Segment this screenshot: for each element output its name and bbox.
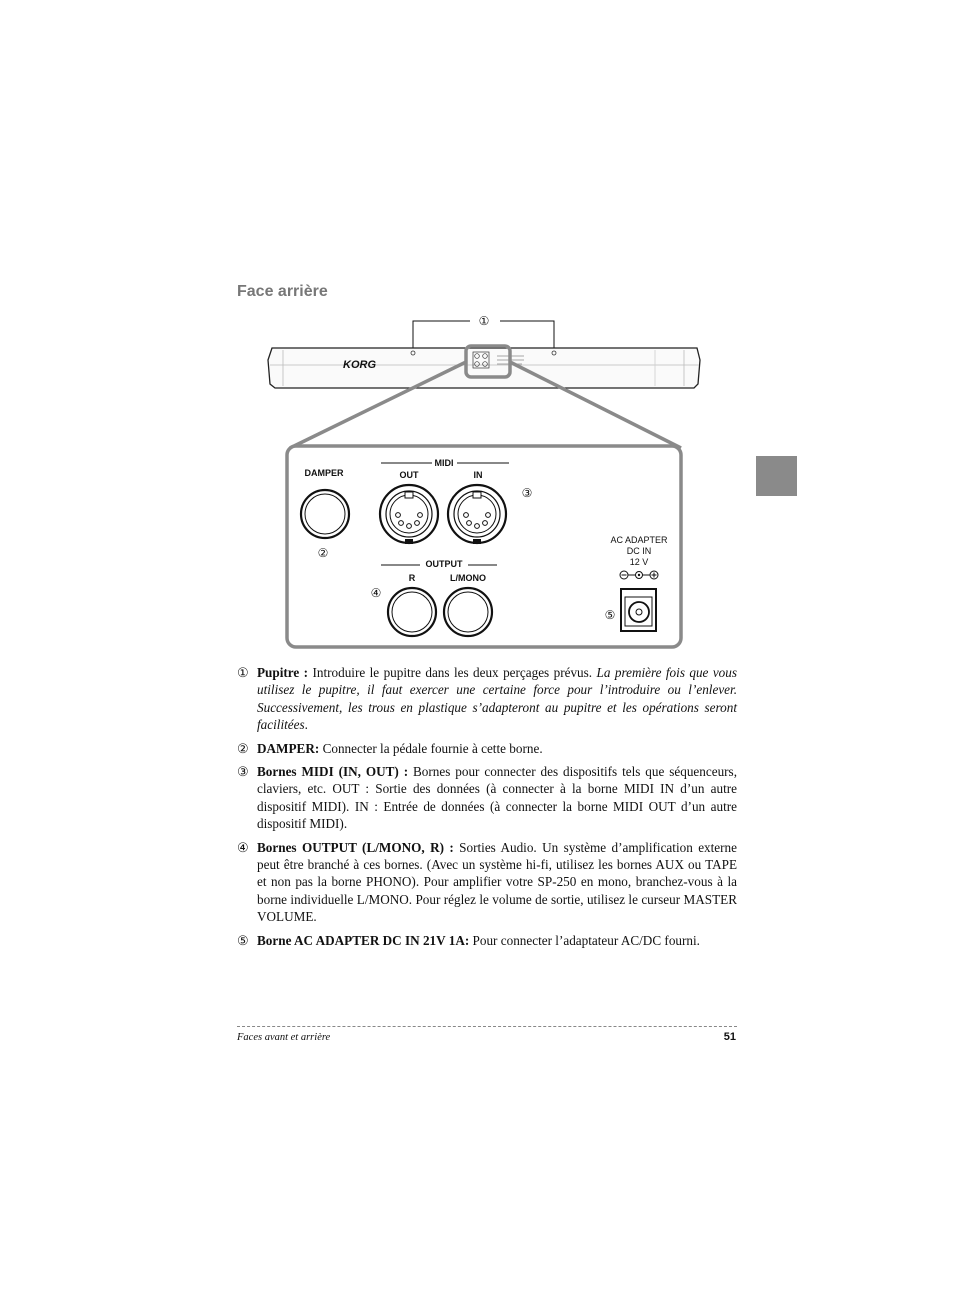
callout-1: ① <box>478 314 490 328</box>
callout-4: ④ <box>370 586 382 600</box>
callout-2: ② <box>317 546 329 560</box>
list-item: ⑤ Borne AC ADAPTER DC IN 21V 1A: Pour connecter l’adaptateur AC/DC fourni. <box>237 932 700 948</box>
label-midi-in: IN <box>473 470 483 480</box>
list-item: ① Pupitre : Introduire le pupitre dans les deux perçages prévus. La première fois que vous utilisez le pupitre, il faut exercer une certaine force pour l’introduire ou l’enlever. Successivement, les trous en plastique s’adapteront au pupitre et les opérations seront facilitées. <box>237 665 738 733</box>
callout-5: ⑤ <box>604 608 616 622</box>
label-midi: MIDI <box>434 458 454 468</box>
label-dc-in: DC IN <box>626 546 652 556</box>
footer-divider <box>237 1026 737 1027</box>
label-12v: 12 V <box>629 557 649 567</box>
label-midi-out: OUT <box>399 470 419 480</box>
label-output-r: R <box>408 573 416 583</box>
callout-1-bracket-left <box>413 321 470 349</box>
list-item: ② DAMPER: Connecter la pédale fournie à cette borne. <box>237 740 543 756</box>
callout-3: ③ <box>521 486 533 500</box>
label-output-lmono: L/MONO <box>450 573 486 583</box>
callout-1-bracket-right <box>500 321 554 349</box>
korg-logo: KORG <box>343 359 376 371</box>
list-item: ④ Bornes OUTPUT (L/MONO, R) : Sorties Audio. Un système d’amplification externe peut être branché à ces bornes. (Avec un système hi-fi, utilisez les bornes AUX ou TAPE et non pas la borne PHONO). Pour amplifier votre SP-250 en mono, branchez-vous à la borne individuelle L/MONO. Pour réglez le volume de sortie, utilisez le curseur MASTER VOLUME. <box>237 839 737 925</box>
label-damper: DAMPER <box>304 468 344 478</box>
label-ac-adapter: AC ADAPTER <box>610 535 668 545</box>
label-output: OUTPUT <box>425 559 463 569</box>
description-list <box>237 664 737 955</box>
page-number: 51 <box>723 1031 736 1043</box>
section-title: Face arrière <box>237 283 328 300</box>
list-item: ③ Bornes MIDI (IN, OUT) : Bornes pour connecter des dispositifs tels que séquenceurs, claviers, etc. OUT : Sortie des données (à connecter à la borne MIDI IN d’un autre dispositif MIDI). IN : Entrée de données (à connecter la borne MIDI OUT d’un autre dispositif MIDI). <box>237 764 737 832</box>
footer-chapter: Faces avant et arrière <box>237 1032 331 1043</box>
